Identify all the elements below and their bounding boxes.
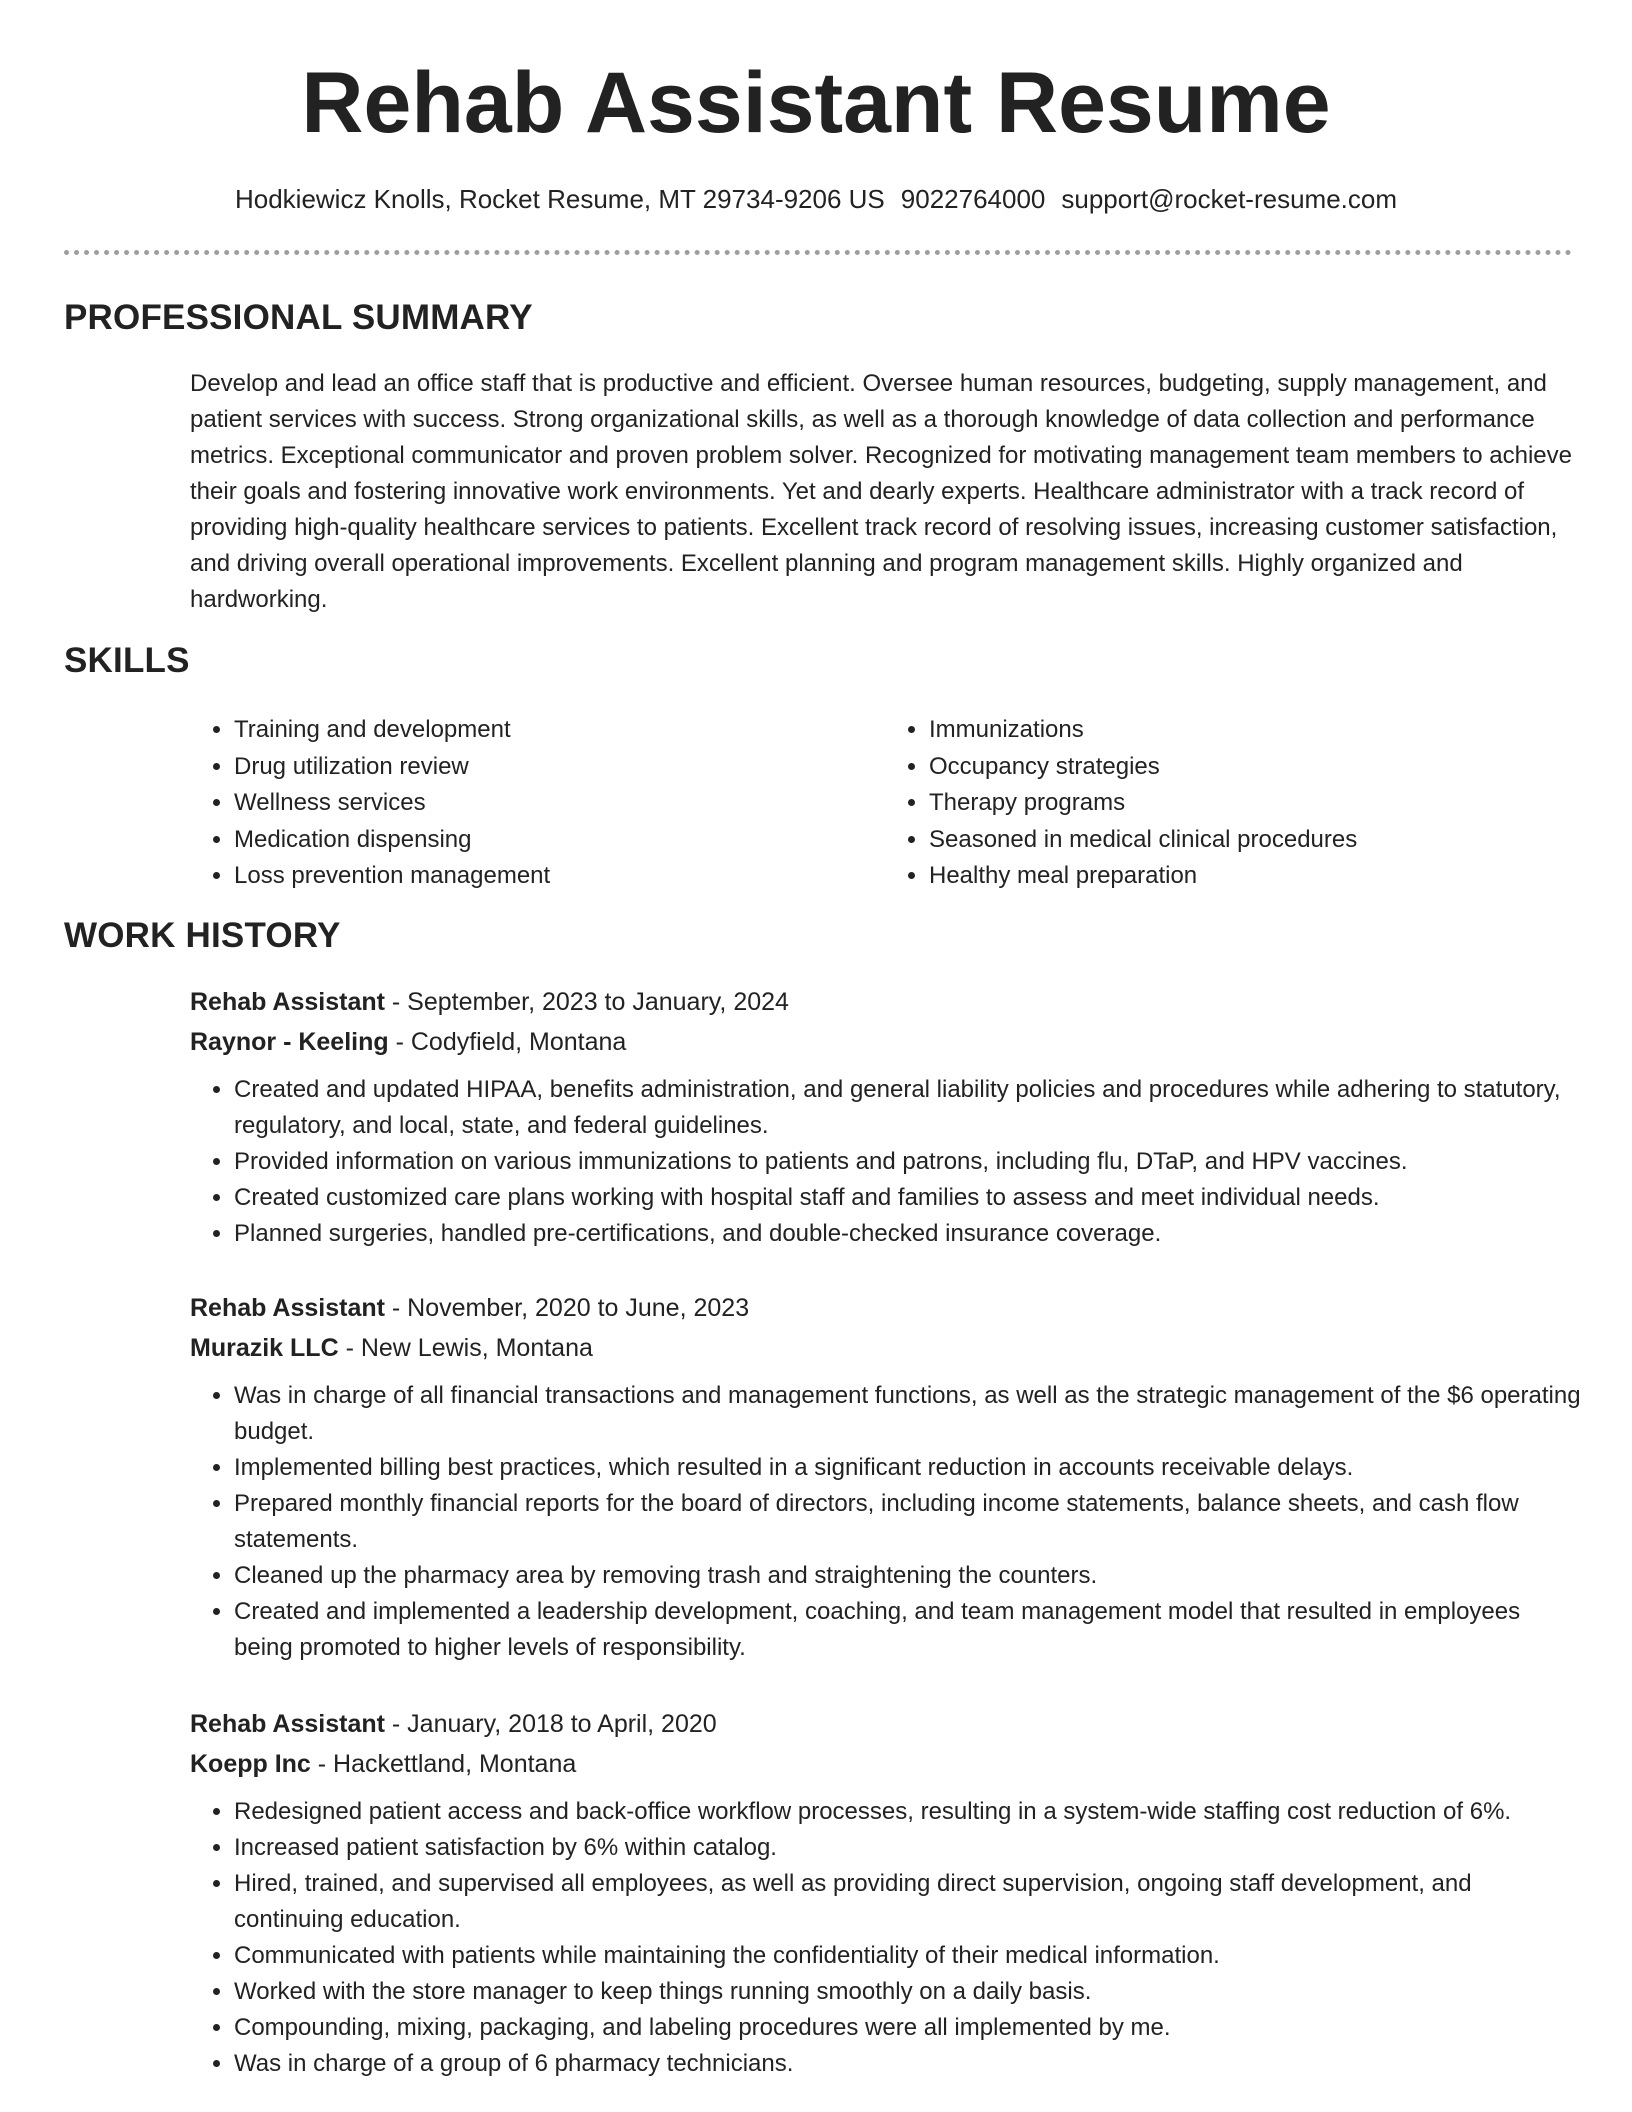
skill-item: • Medication dispensing (234, 822, 885, 859)
job-dates: - November, 2020 to June, 2023 (384, 1294, 750, 1322)
job-bullet: • Created and implemented a leadership development, coaching, and team management model that resulted in employees being promoted to higher levels of responsibility. (234, 1594, 1582, 1666)
section-heading-skills: SKILLS (64, 641, 190, 680)
job-bullet: • Hired, trained, and supervised all employees, as well as providing direct supervision, ongoing staff development, and continuing education. (234, 1866, 1582, 1938)
skills-column-right (885, 712, 1580, 895)
skill-item: • Loss prevention management (234, 858, 885, 895)
job-bullet: • Implemented billing best practices, which resulted in a significant reduction in accounts receivable delays. (234, 1450, 1582, 1486)
job-company: Raynor - Keeling (190, 1028, 389, 1056)
job-location: - Hackettland, Montana (310, 1750, 577, 1778)
contact-email: support@rocket-resume.com (1061, 184, 1398, 214)
skill-item: • Healthy meal preparation (929, 858, 1580, 895)
job-title-line (190, 1288, 1582, 1328)
contact-line (0, 182, 1632, 216)
skill-item: • Immunizations (929, 712, 1580, 749)
job-title: Rehab Assistant (190, 988, 385, 1016)
job-company: Koepp Inc (190, 1750, 311, 1778)
job-company-line (190, 1022, 1582, 1062)
job-dates: - September, 2023 to January, 2024 (384, 988, 789, 1016)
job-title: Rehab Assistant (190, 1294, 385, 1322)
skill-item: • Wellness services (234, 785, 885, 822)
job-bullet: • Was in charge of a group of 6 pharmacy technicians. (234, 2046, 1582, 2082)
job-dates: - January, 2018 to April, 2020 (384, 1710, 717, 1738)
job-entry (190, 1288, 1582, 1666)
job-entry (190, 982, 1582, 1252)
skill-item: • Therapy programs (929, 785, 1580, 822)
job-location: - New Lewis, Montana (338, 1334, 593, 1362)
skill-item: • Drug utilization review (234, 749, 885, 786)
summary-text: Develop and lead an office staff that is productive and efficient. Oversee human resources, budgeting, supply management, and patient services with success. Strong organizational skills, as well as a thorough knowledge of data collection and performance metrics. Exceptional communicator and proven problem solver. Recognized for motivating management team members to achieve their goals and fostering innovative work environments. Yet and dearly experts. Healthcare administrator with a track record of providing high-quality healthcare services to patients. Excellent track record of resolving issues, increasing customer satisfaction, and driving overall operational improvements. Excellent planning and program management skills. Highly organized and hardworking. (190, 370, 1572, 613)
job-bullet: • Worked with the store manager to keep things running smoothly on a daily basis. (234, 1974, 1582, 2010)
job-title-line (190, 1704, 1582, 1744)
job-bullet: • Increased patient satisfaction by 6% within catalog. (234, 1830, 1582, 1866)
job-bullet: • Cleaned up the pharmacy area by removing trash and straightening the counters. (234, 1558, 1582, 1594)
job-bullet: • Created and updated HIPAA, benefits administration, and general liability policies and procedures while adhering to statutory, regulatory, and local, state, and federal guidelines. (234, 1072, 1582, 1144)
job-bullet: • Created customized care plans working with hospital staff and families to assess and meet individual needs. (234, 1180, 1582, 1216)
job-bullets (190, 1794, 1582, 2082)
skills-list (190, 712, 1580, 895)
job-bullet: • Provided information on various immunizations to patients and patrons, including flu, DTaP, and HPV vaccines. (234, 1144, 1582, 1180)
job-bullet: • Prepared monthly financial reports for the board of directors, including income statements, balance sheets, and cash flow statements. (234, 1486, 1582, 1558)
job-bullet: • Compounding, mixing, packaging, and labeling procedures were all implemented by me. (234, 2010, 1582, 2046)
contact-phone: 9022764000 (900, 184, 1046, 214)
job-location: - Codyfield, Montana (388, 1028, 627, 1056)
job-bullet: • Planned surgeries, handled pre-certifications, and double-checked insurance coverage. (234, 1216, 1582, 1252)
skill-item: • Occupancy strategies (929, 749, 1580, 786)
job-bullet: • Was in charge of all financial transactions and management functions, as well as the strategic management of the $6 operating budget. (234, 1378, 1582, 1450)
header-divider (64, 250, 1572, 255)
job-title-line (190, 982, 1582, 1022)
resume-title: Rehab Assistant Resume (301, 55, 1331, 151)
skills-column-left (190, 712, 885, 895)
job-bullets (190, 1378, 1582, 1666)
job-entry (190, 1704, 1582, 2082)
skill-item: • Training and development (234, 712, 885, 749)
contact-address: Hodkiewicz Knolls, Rocket Resume, MT 29734-9206 US (234, 184, 885, 214)
job-bullets (190, 1072, 1582, 1252)
section-heading-summary: PROFESSIONAL SUMMARY (64, 298, 533, 337)
job-company: Murazik LLC (190, 1334, 339, 1362)
job-company-line (190, 1744, 1582, 1784)
section-heading-work-history: WORK HISTORY (64, 916, 341, 955)
job-company-line (190, 1328, 1582, 1368)
skill-item: • Seasoned in medical clinical procedures (929, 822, 1580, 859)
job-title: Rehab Assistant (190, 1710, 385, 1738)
job-bullet: • Redesigned patient access and back-office workflow processes, resulting in a system-wide staffing cost reduction of 6%. (234, 1794, 1582, 1830)
job-bullet: • Communicated with patients while maintaining the confidentiality of their medical information. (234, 1938, 1582, 1974)
